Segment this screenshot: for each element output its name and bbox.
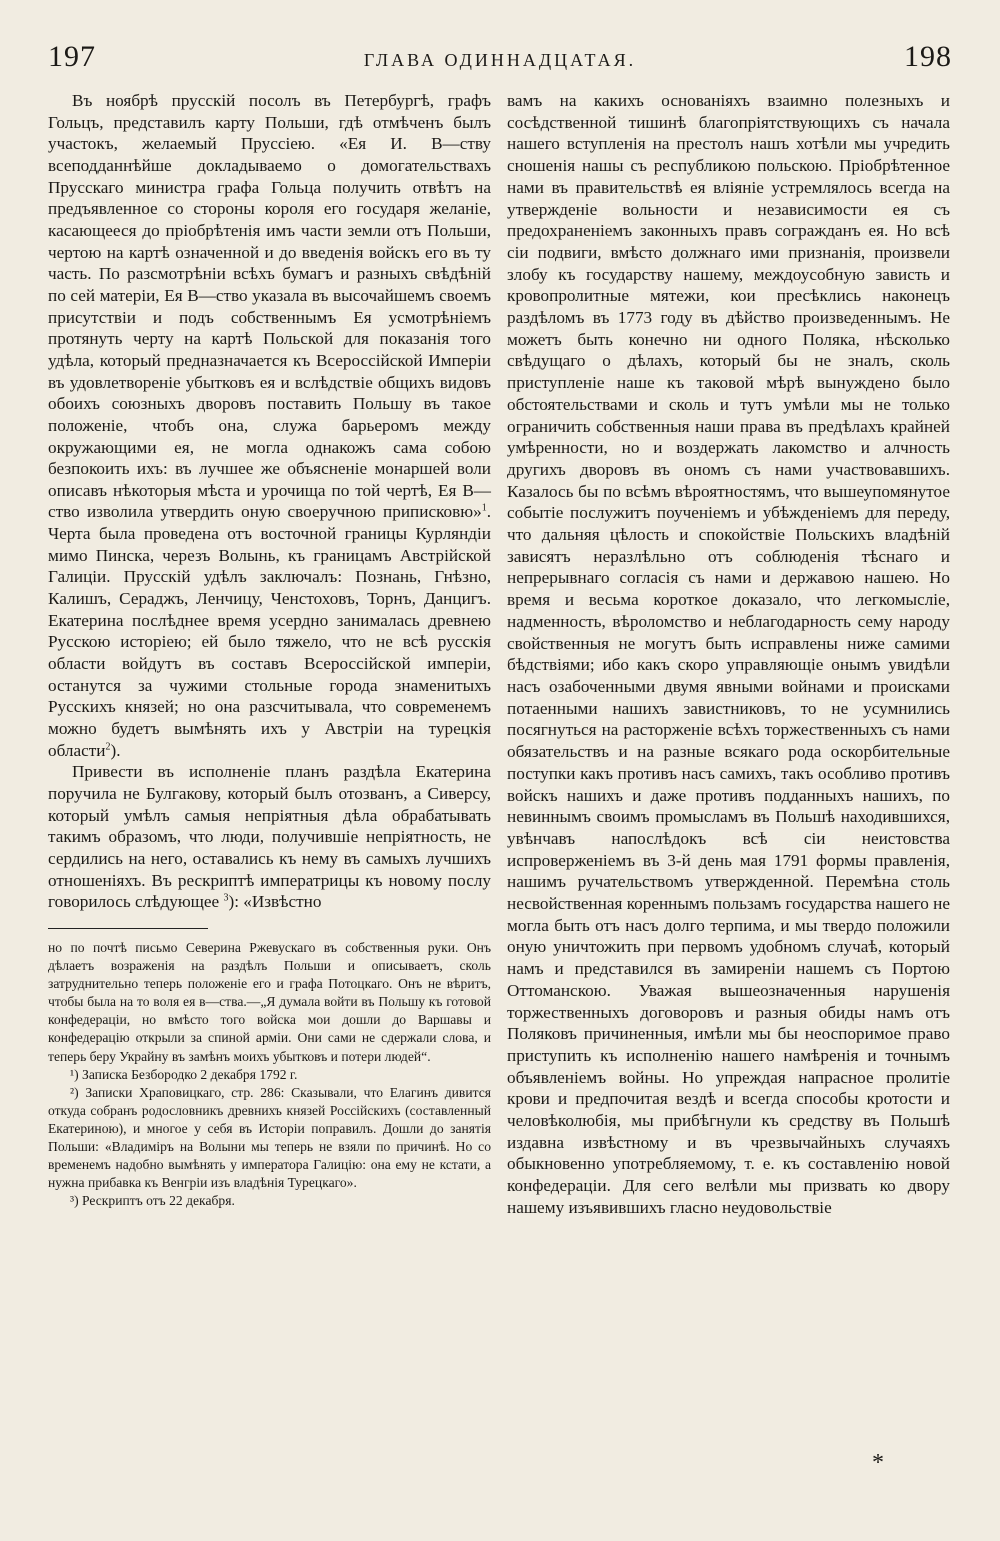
footnotes (48, 939, 491, 1210)
footnote-text: Рескриптъ отъ 22 декабря. (82, 1193, 235, 1209)
footnote-marker: ¹) (70, 1066, 79, 1082)
left-column (48, 90, 491, 1210)
footnote-text: Записка Безбородко 2 декабря 1792 г. (82, 1066, 298, 1082)
footnote-ref-1: 1 (481, 502, 487, 514)
paragraph-text: Въ ноябрѣ прусскій посолъ въ Петербургѣ, графъ Гольцъ, представилъ карту Польши, гдѣ отмѣченъ былъ участокъ, желаемый Пруссіею. «Ея И. В—ству всеподданнѣйше докладываемо о домогательствахъ Прусскаго министра графа Гольца получить отвѣтъ на предъявленное со стороны короля его государя желаніе, касающееся до пріобрѣтенія имъ части земли отъ Польши, чертою на картѣ означенной и до введенія войскъ его въ ту часть. По разсмотрѣніи всѣхъ бумагъ и разныхъ свѣдѣній по сей матеріи, Ея В—ство указала въ высочайшемъ своемъ присутствіи и подъ собственнымъ Ея усмотрѣніемъ протянуть черту на картѣ Польской для показанія того удѣла, который предназначается къ Всероссійской Имперіи въ удовлетвореніе убытковъ ея и вслѣдствіе общихъ видовъ обоихъ союзныхъ дворовъ поставить Польшу въ такое положеніе, чтобъ она, служа барьеромъ между окружающими ея, не могла однакожъ сама собою безпокоить ихъ: въ лучшее же объясненіе монаршей воли описавъ нѣкоторыя мѣста и урочища по той чертѣ, Ея В—ство изволила утвердить оную своеручною приписковю» (48, 91, 491, 522)
footnote-marker: ³) (70, 1193, 79, 1209)
footnote-3 (48, 1192, 491, 1210)
footnote-continuation: но по почтѣ письмо Северина Ржевускаго въ собственныя руки. Онъ дѣлаетъ возраженія на раздѣлъ Польши и описываетъ, сколь затруднительно теперь положеніе его и графа Потоцкаго. Онъ не вѣритъ, чтобы была на то воля ея в—ства.—„Я думала войти въ Польшу къ готовой конфедераціи, но вмѣсто того войска мои дошли до Варшавы и конфедерацію открыли за спиной арміи. Они сами не сдержали слова, и теперь беру Украйну въ замѣнъ моихъ убытковъ и потери людей“. (48, 939, 491, 1064)
chapter-title: ГЛАВА ОДИННАДЦАТАЯ. (363, 50, 637, 70)
paragraph-goltz-map (48, 90, 491, 761)
footnote-text: Записки Храповицкаго, стр. 286: Сказывали, что Елагинъ дивится откуда собранъ родословникъ древнихъ князей Россійскихъ (составленный Екатериною), и многое у себя въ Исторіи поправилъ. Дошли до занятія Польши: «Владиміръ на Волыни мы теперь не взяли по причинѣ. Но со временемъ надобно вымѣнять у императора Галицію: она ему не кстати, а нужна прибавка къ Венгріи изъ владѣнія Турецкаго». (48, 1084, 491, 1191)
right-column (507, 90, 950, 1219)
running-header (48, 40, 952, 80)
paragraph-text: ). (110, 740, 121, 760)
paragraph-sievers (48, 761, 491, 913)
paragraph-text: ): «Извѣстно (228, 892, 322, 912)
paragraph-text: Привести въ исполненіе планъ раздѣла Екатерина поручила не Булгакову, который былъ отозванъ, а Сиверсу, который умѣлъ самыя непріятныя дѣла обрабатывать такимъ образомъ, что люди, получившіе непріятность, не сердились на него, оставались къ нему въ самыхъ лучшихъ отношеніяхъ. Въ рескриптѣ императрицы къ новому послу говорилось слѣдующее (48, 762, 491, 912)
paragraph-text: . Черта была проведена отъ восточной границы Курляндіи мимо Пинска, черезъ Волынь, къ границамъ Австрійской Галиціи. Прусскій удѣлъ заключалъ: Познань, Гнѣзно, Калишъ, Сераджъ, Ленчицу, Ченстоховъ, Торнъ, Данцигъ. Екатерина послѣднее время усердно занималась древнею Русскою исторіею; ей было тяжело, что не всѣ русскія области войдутъ въ составъ Всероссійской имперіи, останутся за чужими стольные города знаменитыхъ Русскихъ князей; но она разсчитывала, что современемъ можно будетъ вымѣнять ихъ у Австріи на турецкія области (48, 502, 491, 760)
right-page-number: 198 (904, 40, 952, 73)
rescript-text: вамъ на какихъ основаніяхъ взаимно полезныхъ и сосѣдственной тишинѣ благопріятствующихъ съ начала нашего вступленія на престолъ нашъ хотѣли мы учредить сношенія нашы съ республикою польскою. Пріобрѣтенное нами въ правительствѣ ея вліяніе устремлялось всегда на утвержденіе вольности и независимости ея съ предохраненіемъ законныхъ правъ согражданъ ея. Но всѣ сіи подвиги, вмѣсто должнаго ими признанія, произвели злобу къ государству нашему, междоусобную зависть и кровопролитные мятежи, кои пресѣклись наконецъ раздѣломъ въ 1773 году въ дѣйство произведеннымъ. Не можетъ быть конечно ни одного Поляка, нѣсколько свѣдущаго о дѣлахъ, который бы не зналъ, сколь приступленіе наше къ таковой мѣрѣ вынуждено было обстоятельствами и сколь и тутъ умѣли мы не только ограничить собственныя наши права въ предѣлахъ крайней умѣренности, но и воздержать лакомство и алчность другихъ дворовъ въ ономъ съ нами участвовавшихъ. Казалось бы по всѣмъ вѣроятностямъ, что вышеупомянутое событіе послужитъ поученіемъ и убѣжденіемъ для переду, что дальняя цѣлость и спокойствіе Польскихъ владѣній зависятъ неразлѣльно отъ соблюденія тѣснаго и непрерывнаго согласія съ нами и державою нашею. Но время и весьма короткое доказало, что легкомысліе, надменность, вѣроломство и неблагодарность сему народу свойственныя не могутъ быть исправлены ниже самими бѣдствіями; ибо какъ скоро управляющіе онымъ увидѣли насъ озабоченными двумя явными войнами и происками потаенными нашихъ завистниковъ, то не усумнились посягнуться на расторженіе всѣхъ торжественныхъ съ нами обязательствъ и на разные всякаго рода оскорбительные поступки какъ противъ насъ самихъ, такъ особливо противъ войскъ нашихъ и даже противъ подданныхъ нашихъ, по невиннымъ своимъ промысламъ въ Польшѣ находившихся, увѣнчавъ напослѣдокъ всѣ сіи неистовства испроверженіемъ въ 3-й день мая 1791 формы правленія, нашимъ ручательствомъ утвержденной. Перемѣна столь несвойственная кореннымъ пользамъ государства нашего не могла быть отъ насъ долго терпима, и мы твердо положили оную уничтожить при первомъ удобномъ случаѣ, который намъ и представился въ замиреніи нашемъ съ Портою Оттоманскою. Уважая вышеозначенныя нарушенія торжественныхъ договоровъ и разныя обиды намъ отъ Поляковъ причиненныя, имѣли мы бы неоспоримое право приступить къ исполненію нашего намѣренія и точнымъ объявленіемъ войны. Но упреждая напрасное пролитіе крови и предпочитая вездѣ и всегда способы кротости и человѣколюбія, мы прибѣгнули къ средству въ Польшѣ издавна извѣстному и въ чрезвычайныхъ случаяхъ обыкновенно употребляемому, т. е. къ составленію новой конфедераціи. Для сего велѣли мы призвать ко двору нашему изъявившихъ гласно неудовольствіе (507, 91, 950, 1217)
left-page-number: 197 (48, 40, 96, 73)
footnote-ref-3: 3 (223, 892, 229, 904)
footnote-1 (48, 1066, 491, 1084)
footnote-marker: ²) (70, 1084, 79, 1100)
footnote-ref-2: 2 (105, 740, 111, 752)
signature-mark: * (872, 1450, 884, 1476)
footnote-divider (48, 928, 208, 929)
footnote-2 (48, 1084, 491, 1193)
